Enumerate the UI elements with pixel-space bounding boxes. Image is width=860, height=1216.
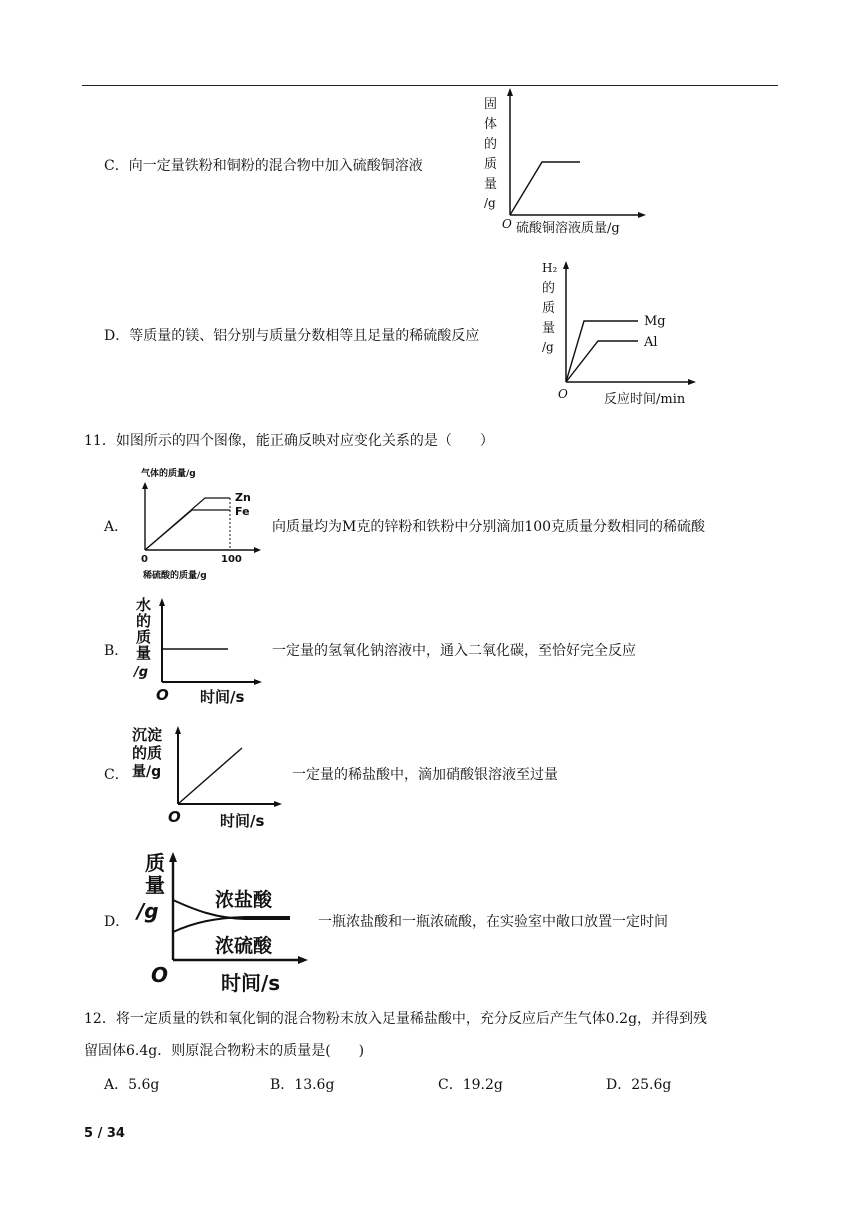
- header-rule: [82, 85, 778, 86]
- q12-stem-line2: 留固体6.4g．则原混合物粉末的质量是( ): [84, 1043, 365, 1059]
- y-label-char: 量: [484, 177, 498, 192]
- y-label-line: 沉淀: [132, 726, 163, 744]
- origin-label: O: [151, 963, 169, 987]
- x-axis-label: 反应时间/min: [604, 392, 686, 407]
- y-label-char: /g: [134, 665, 149, 680]
- y-label-char: 的: [484, 137, 498, 152]
- q12-stem-line1: 12．将一定质量的铁和氧化铜的混合物粉末放入足量稀盐酸中，充分反应后产生气体0.2g，并得到残: [84, 1011, 708, 1027]
- y-label-char: 体: [484, 117, 498, 132]
- y-label-char: /g: [137, 899, 159, 923]
- q11-a-label: A．: [104, 519, 129, 535]
- option-c-text: C．向一定量铁粉和铜粉的混合物中加入硫酸铜溶液: [104, 158, 423, 174]
- x-axis-label: 时间/s: [221, 971, 281, 995]
- y-axis-label: 气体的质量/g: [141, 469, 196, 479]
- y-label-char: 量: [145, 873, 165, 897]
- q11-a-text: 向质量均为M克的锌粉和铁粉中分别滴加100克质量分数相同的稀硫酸: [272, 519, 706, 535]
- origin-label: O: [156, 686, 169, 704]
- origin-label: O: [558, 387, 568, 401]
- x-axis-label: 时间/s: [220, 812, 265, 830]
- series-label-hcl: 浓盐酸: [215, 889, 273, 911]
- y-label-char: 质: [484, 157, 498, 172]
- q11-b-text: 一定量的氢氧化钠溶液中，通入二氧化碳，至恰好完全反应: [272, 643, 636, 659]
- series-label-mg: Mg: [644, 314, 666, 329]
- y-label-char: /g: [542, 340, 554, 354]
- y-label-char: 质: [145, 851, 165, 875]
- graph-acid-mass: [125, 848, 310, 998]
- graph-h2-mass: [538, 256, 708, 411]
- option-d-text: D．等质量的镁、铝分别与质量分数相等且足量的稀硫酸反应: [104, 328, 480, 344]
- y-label-line: 量/g: [132, 764, 162, 780]
- origin-label: O: [168, 808, 181, 826]
- q12-option-c: C．19.2g: [438, 1077, 503, 1093]
- q11-d-text: 一瓶浓盐酸和一瓶浓硫酸，在实验室中敞口放置一定时间: [318, 914, 668, 930]
- q12-option-d: D．25.6g: [606, 1077, 672, 1093]
- x-axis-label: 稀硫酸的质量/g: [143, 571, 207, 581]
- q12-option-b: B．13.6g: [270, 1077, 335, 1093]
- series-label-al: Al: [644, 335, 658, 350]
- y-label-char: 质: [542, 301, 556, 316]
- y-label-char: 固: [484, 97, 498, 112]
- y-label-line: 的质: [132, 744, 163, 762]
- page-number: 5 / 34: [84, 1126, 125, 1141]
- y-label-char: 量: [136, 644, 152, 662]
- y-label-char: 水: [136, 596, 152, 614]
- y-label-char: 量: [542, 321, 556, 336]
- x-axis-label: 时间/s: [200, 688, 245, 706]
- q11-c-text: 一定量的稀盐酸中，滴加硝酸银溶液至过量: [292, 767, 558, 783]
- series-label-h2so4: 浓硫酸: [215, 935, 273, 957]
- graph-gas-mass: [135, 468, 265, 583]
- q11-stem: 11．如图所示的四个图像，能正确反映对应变化关系的是（ ）: [84, 433, 494, 449]
- series-label-fe: Fe: [235, 505, 250, 518]
- y-label-char: 质: [136, 628, 152, 646]
- y-label-char: 的: [542, 281, 556, 296]
- origin-label: 0: [141, 554, 148, 565]
- q11-b-label: B．: [104, 643, 129, 659]
- series-label-zn: Zn: [235, 491, 251, 504]
- q11-c-label: C．: [104, 767, 129, 783]
- y-label-char: 的: [136, 612, 152, 630]
- graph-water-mass: [128, 594, 268, 709]
- q12-option-a: A．5.6g: [104, 1077, 160, 1093]
- y-label-char: H₂: [542, 261, 558, 275]
- graph-solid-mass: [470, 88, 660, 243]
- origin-label: O: [502, 217, 512, 231]
- graph-precipitate-mass: [128, 722, 288, 834]
- q11-d-label: D．: [104, 914, 130, 930]
- x-tick-label: 100: [221, 554, 242, 565]
- x-axis-label: 硫酸铜溶液质量/g: [516, 221, 620, 236]
- y-label-char: /g: [484, 196, 496, 210]
